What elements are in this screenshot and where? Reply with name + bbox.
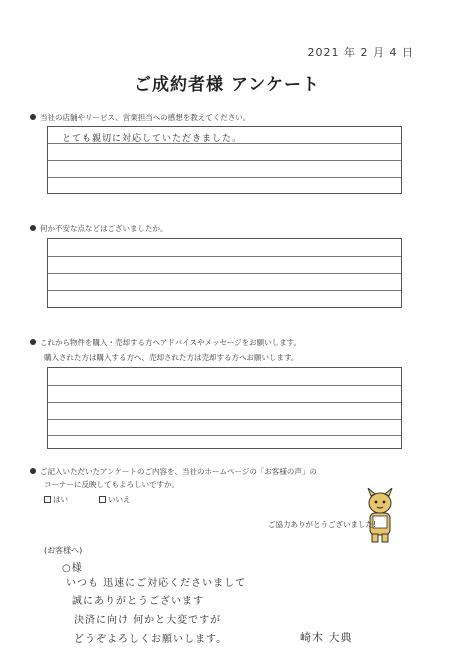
checkbox-icon [44,496,51,503]
bullet-icon [30,339,36,345]
ruled-line [48,385,401,386]
ruled-line [48,177,401,178]
ruled-line [48,419,401,420]
page-title: ご成約者様 アンケート [134,75,320,95]
question-1-text: 当社の店舗やリービス、営業担当への感想を教えてください。 [40,113,251,122]
yes-checkbox[interactable] [44,494,68,505]
answer-box-2 [47,238,402,308]
bullet-icon [30,468,36,474]
question-3 [30,337,301,348]
question-1 [30,112,250,123]
message-line-2: いつも 迅速にご対応くださいまして [66,578,247,589]
question-2-text: 何か不安な点などはございましたか。 [40,224,168,233]
ruled-line [48,273,401,274]
ruled-line [48,402,401,403]
yes-label: はい [53,495,68,504]
bullet-icon [30,225,36,231]
ruled-line [48,290,401,291]
ruled-line [48,256,401,257]
answer-box-3 [47,367,402,449]
mascot-icon [360,488,400,546]
ruled-line [48,435,401,436]
no-checkbox[interactable] [99,494,131,505]
message-line-1: ○様 [62,563,83,574]
message-line-4: 決済に向け 何かと大変ですが [74,615,222,626]
message-line-3: 誠にありがとうございます [72,596,204,607]
question-2 [30,223,168,234]
message-line-5: どうぞよろしくお願いします。 [74,634,228,645]
customer-label: (お客様へ) [44,546,83,555]
answer-1-handwriting: とても親切に対応していただきました。 [62,134,243,144]
question-3-subtext: 購入された方は購入する方へ、売却された方は売却する方へお願いします。 [44,353,299,362]
no-label: いいえ [108,495,131,504]
thanks-message: ご協力ありがとうございました! [268,520,377,529]
date-field: 2021 年 2 月 4 日 [307,46,414,59]
question-4-text: ご記入いただいたアンケートのご内容を、当社のホームページの「お客様の声」の [40,467,317,476]
signature: 崎木 大典 [300,631,353,644]
checkbox-icon [99,496,106,503]
question-3-text: これから物件を購入・売却する方へアドバイスやメッセージをお願いします。 [40,338,301,347]
question-4-text-2: コーナーに反映してもよろしいですか。 [44,480,179,489]
ruled-line [48,160,401,161]
question-4 [30,466,317,477]
bullet-icon [30,114,36,120]
